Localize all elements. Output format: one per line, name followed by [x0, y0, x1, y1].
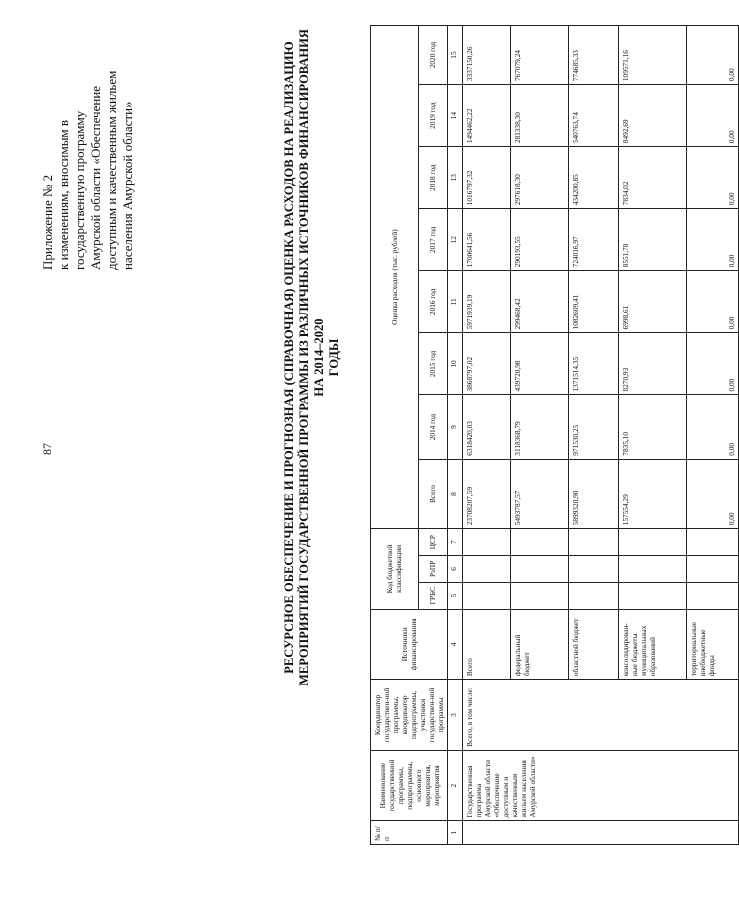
value-cell: 109571,16 [619, 26, 687, 85]
title-line: МЕРОПРИЯТИЙ ГОСУДАРСТВЕННОЙ ПРОГРАММЫ ИЗ РАЗЛИЧНЫХ ИСТОЧНИКОВ ФИНАНСИРОВАНИЯ НА 2014–2020 [297, 29, 326, 686]
col-number: 7 [448, 529, 463, 556]
rzpr-cell [463, 556, 511, 583]
value-cell: 23708207,59 [463, 459, 511, 529]
col-number: 14 [448, 85, 463, 147]
rzpr-cell [619, 556, 687, 583]
grbs-cell [511, 582, 569, 609]
page-number: 87 [40, 443, 54, 455]
row-num-cell [463, 821, 739, 845]
value-cell: 439720,98 [511, 333, 569, 395]
rzpr-cell [687, 556, 739, 583]
year-2015-header: 2015 год [418, 333, 447, 395]
col-number: 13 [448, 147, 463, 209]
grbs-header: ГРБС [418, 582, 447, 609]
rzpr-header: РзПР [418, 556, 447, 583]
col-name-header: Наименование государственной программы, подпрограммы, основного мероприятия, мероприятия [371, 750, 448, 821]
program-name-cell: Государственная программа Амурской области «Обеспечение доступным и качественным жильем населения Амурской области» [463, 750, 739, 821]
budget-code-header: Код бюджетной классификации [371, 529, 419, 609]
coordinator-cell: Всего, в том числе: [463, 680, 739, 751]
year-2019-header: 2019 год [418, 85, 447, 147]
value-cell: 1494462,22 [463, 85, 511, 147]
value-cell: 157554,29 [619, 459, 687, 529]
source-cell: Всего [463, 609, 511, 680]
col-number: 8 [448, 459, 463, 529]
value-cell: 0,00 [687, 85, 739, 147]
value-cell: 0,00 [687, 209, 739, 271]
value-cell: 0,00 [687, 271, 739, 333]
value-cell: 5899320,90 [569, 459, 619, 529]
col-number: 15 [448, 26, 463, 85]
value-cell: 6998,61 [619, 271, 687, 333]
rzpr-cell [569, 556, 619, 583]
col-number: 1 [448, 821, 463, 845]
value-cell: 0,00 [687, 147, 739, 209]
col-number: 4 [448, 609, 463, 680]
value-cell: 281338,30 [511, 85, 569, 147]
col-number: 9 [448, 395, 463, 459]
appendix-header [40, 30, 136, 270]
column-number-row [448, 26, 463, 845]
source-cell: областной бюджет [569, 609, 619, 680]
value-cell: 7834,02 [619, 147, 687, 209]
value-cell: 3868797,02 [463, 333, 511, 395]
total-header: Всего [418, 459, 447, 529]
appendix-line: Приложение № 2 [40, 174, 55, 270]
appendix-line: населения Амурской области» [120, 101, 135, 270]
col-number: 2 [448, 750, 463, 821]
col-coordinator-header: Координатор государствен-ной программы, координатор подпрограммы, участники государствен-ной программы [371, 680, 448, 751]
header-row [371, 26, 419, 845]
rzpr-cell [511, 556, 569, 583]
appendix-line: доступным и качественным жильем [104, 70, 119, 270]
col-number: 5 [448, 582, 463, 609]
document-title [282, 20, 342, 695]
financing-table [370, 25, 739, 845]
col-number: 6 [448, 556, 463, 583]
col-number: 3 [448, 680, 463, 751]
col-num-header: № п/п [371, 821, 448, 845]
year-2020-header: 2020 год [418, 26, 447, 85]
grbs-cell [463, 582, 511, 609]
value-cell: 767079,24 [511, 26, 569, 85]
csr-cell [569, 529, 619, 556]
csr-header: ЦСР [418, 529, 447, 556]
source-cell: территориальные внебюджетные фонды [687, 609, 739, 680]
value-cell: 0,00 [687, 459, 739, 529]
value-cell: 971530,25 [569, 395, 619, 459]
value-cell: 5493787,57 [511, 459, 569, 529]
value-cell: 297618,30 [511, 147, 569, 209]
value-cell: 8551,78 [619, 209, 687, 271]
col-number: 10 [448, 333, 463, 395]
title-line: ГОДЫ [327, 338, 341, 377]
value-cell: 0,00 [687, 333, 739, 395]
value-cell: 6318420,03 [463, 395, 511, 459]
value-cell: 434200,85 [569, 147, 619, 209]
year-2014-header: 2014 год [418, 395, 447, 459]
value-cell: 1082609,41 [569, 271, 619, 333]
source-cell: федеральный бюджет [511, 609, 569, 680]
value-cell: 0,00 [687, 395, 739, 459]
value-cell: 1700641,56 [463, 209, 511, 271]
year-2017-header: 2017 год [418, 209, 447, 271]
value-cell: 1016797,32 [463, 147, 511, 209]
csr-cell [463, 529, 511, 556]
appendix-line: Амурской области «Обеспечение [88, 85, 103, 270]
table-row [463, 26, 511, 845]
csr-cell [687, 529, 739, 556]
grbs-cell [569, 582, 619, 609]
value-cell: 3118368,79 [511, 395, 569, 459]
source-cell: консолидирован-ные бюджеты муниципальных образований [619, 609, 687, 680]
value-cell: 774685,33 [569, 26, 619, 85]
appendix-line: к изменениям, вносимым в [56, 119, 71, 270]
col-number: 11 [448, 271, 463, 333]
grbs-cell [619, 582, 687, 609]
value-cell: 7835,10 [619, 395, 687, 459]
value-cell: 8270,93 [619, 333, 687, 395]
value-cell: 0,00 [687, 26, 739, 85]
col-source-header: Источники финансирования [371, 609, 448, 680]
csr-cell [619, 529, 687, 556]
value-cell: 8492,69 [619, 85, 687, 147]
grbs-cell [687, 582, 739, 609]
year-2018-header: 2018 год [418, 147, 447, 209]
value-cell: 299468,42 [511, 271, 569, 333]
estimate-header: Оценка расходов (тыс. рублей) [371, 26, 419, 529]
appendix-line: государственную программу [72, 110, 87, 270]
value-cell: 1371514,35 [569, 333, 619, 395]
col-number: 12 [448, 209, 463, 271]
year-2016-header: 2016 год [418, 271, 447, 333]
title-line: РЕСУРСНОЕ ОБЕСПЕЧЕНИЕ И ПРОГНОЗНАЯ (СПРАВОЧНАЯ) ОЦЕНКА РАСХОДОВ НА РЕАЛИЗАЦИЮ [282, 41, 296, 674]
value-cell: 724016,97 [569, 209, 619, 271]
value-cell: 5971939,19 [463, 271, 511, 333]
value-cell: 540763,74 [569, 85, 619, 147]
value-cell: 3337150,26 [463, 26, 511, 85]
value-cell: 290193,55 [511, 209, 569, 271]
csr-cell [511, 529, 569, 556]
